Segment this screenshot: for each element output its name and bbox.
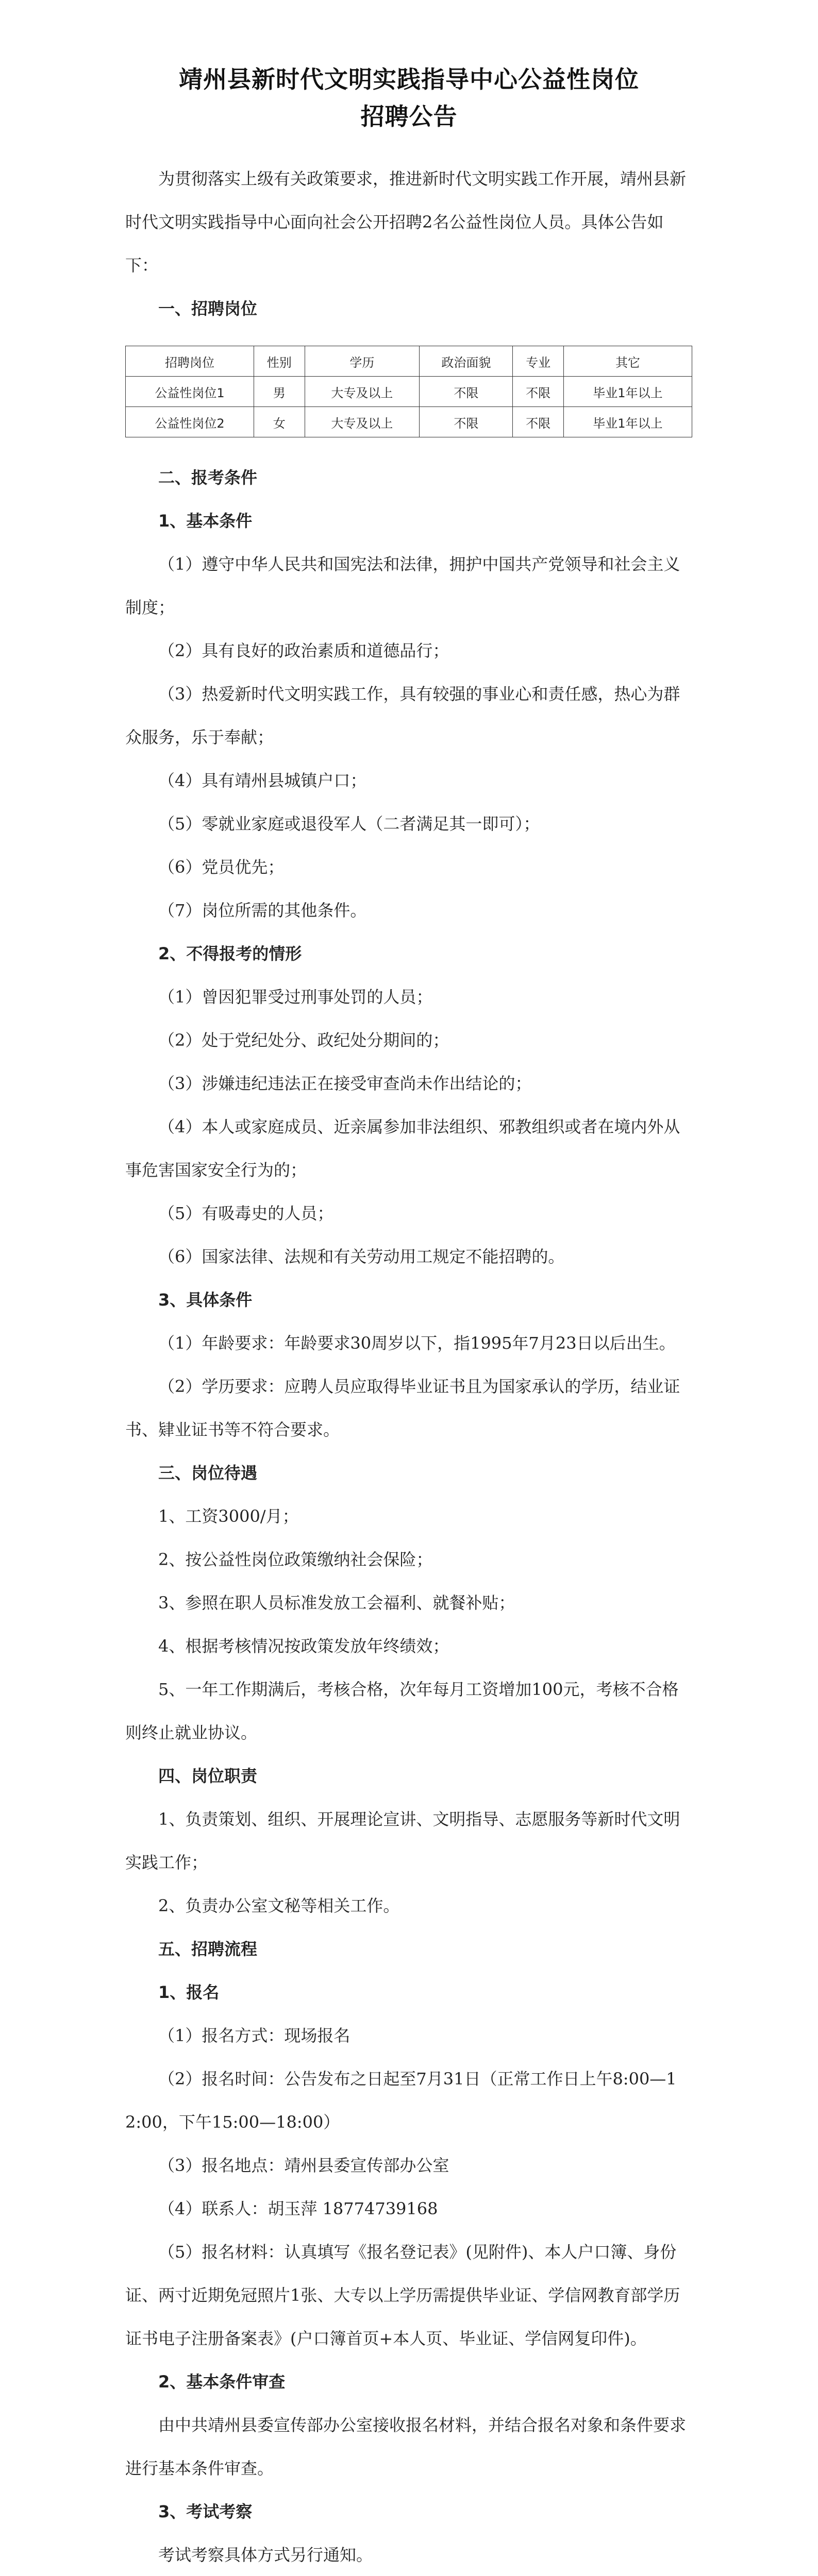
list-item: （2）报名时间：公告发布之日起至7月31日（正常工作日上午8:00—12:00，下午15:00—18:00） (125, 2069, 677, 2132)
table-cell: 大专及以上 (305, 407, 420, 437)
list-item: 1、工资3000/月； (158, 1506, 299, 1526)
table-header-cell: 学历 (305, 346, 420, 377)
list-item: （2）具有良好的政治素质和道德品行； (158, 641, 449, 660)
subheading-exclusions: 2、不得报考的情形 (158, 944, 302, 963)
paragraph: 考试考察具体方式另行通知。 (158, 2545, 373, 2565)
list-item: （5）报名材料：认真填写《报名登记表》(见附件)、本人户口簿、身份证、两寸近期免冠照片1张、大专以上学历需提供毕业证、学信网教育部学历证书电子注册备案表》(户口簿首页+本人页、毕业证、学信网复印件)。 (125, 2242, 680, 2348)
table-cell: 男 (254, 377, 305, 407)
subheading-review: 2、基本条件审查 (158, 2372, 286, 2392)
list-item: 2、按公益性岗位政策缴纳社会保险； (158, 1550, 433, 1569)
list-item: （1）年龄要求：年龄要求30周岁以下，指1995年7月23日以后出生。 (158, 1333, 676, 1353)
list-item: （2）处于党纪处分、政纪处分期间的； (158, 1030, 449, 1050)
table-cell: 不限 (513, 377, 563, 407)
table-header-cell: 性别 (254, 346, 305, 377)
list-item: （3）报名地点：靖州县委宣传部办公室 (158, 2156, 449, 2175)
table-header-cell: 其它 (563, 346, 692, 377)
table-row (126, 407, 692, 437)
table-cell: 不限 (420, 377, 513, 407)
table-cell: 公益性岗位2 (126, 407, 254, 437)
table-cell: 毕业1年以上 (563, 407, 692, 437)
list-item: （4）具有靖州县城镇户口； (158, 771, 367, 790)
announcement-body (125, 157, 692, 2576)
subheading-exam: 3、考试考察 (158, 2502, 253, 2521)
table-cell: 女 (254, 407, 305, 437)
paragraph: 由中共靖州县委宣传部办公室接收报名材料，并结合报名对象和条件要求进行基本条件审查。 (125, 2415, 687, 2478)
list-item: （6）党员优先； (158, 857, 285, 877)
table-header-cell: 招聘岗位 (126, 346, 254, 377)
list-item: （3）涉嫌违纪违法正在接受审查尚未作出结论的； (158, 1074, 532, 1093)
table-cell: 毕业1年以上 (563, 377, 692, 407)
list-item: （7）岗位所需的其他条件。 (158, 901, 367, 920)
section-heading-positions: 一、招聘岗位 (158, 299, 258, 318)
list-item: 5、一年工作期满后，考核合格，次年每月工资增加100元，考核不合格则终止就业协议。 (125, 1680, 679, 1742)
list-item: （3）热爱新时代文明实践工作，具有较强的事业心和责任感，热心为群众服务，乐于奉献； (125, 684, 680, 747)
subheading-basic: 1、基本条件 (158, 511, 253, 531)
table-row (126, 377, 692, 407)
list-item: （4）本人或家庭成员、近亲属参加非法组织、邪教组织或者在境内外从事危害国家安全行为的； (125, 1117, 680, 1180)
table-cell: 不限 (420, 407, 513, 437)
table-header-row (126, 346, 692, 377)
list-item: （6）国家法律、法规和有关劳动用工规定不能招聘的。 (158, 1247, 565, 1266)
list-item: （1）报名方式：现场报名 (158, 2026, 350, 2045)
list-item: （2）学历要求：应聘人员应取得毕业证书且为国家承认的学历，结业证书、肄业证书等不符合要求。 (125, 1377, 680, 1439)
table-cell: 公益性岗位1 (126, 377, 254, 407)
subheading-signup: 1、报名 (158, 1982, 220, 2002)
page-title-line2: 招聘公告 (360, 103, 458, 130)
section-heading-process: 五、招聘流程 (158, 1939, 258, 1959)
table-header-cell: 政治面貌 (420, 346, 513, 377)
list-item: （5）零就业家庭或退役军人（二者满足其一即可）； (158, 814, 540, 834)
page-title-line1: 靖州县新时代文明实践指导中心公益性岗位 (179, 65, 639, 93)
list-item: （5）有吸毒史的人员； (158, 1204, 334, 1223)
list-item: （4）联系人：胡玉萍 18774739168 (158, 2199, 438, 2218)
positions-table (125, 346, 692, 437)
list-item: 3、参照在职人员标准发放工会福利、就餐补贴； (158, 1593, 515, 1613)
list-item: 4、根据考核情况按政策发放年终绩效； (158, 1636, 449, 1656)
list-item: 1、负责策划、组织、开展理论宣讲、文明指导、志愿服务等新时代文明实践工作； (125, 1809, 680, 1872)
section-heading-requirements: 二、报考条件 (158, 468, 258, 487)
table-header-cell: 专业 (513, 346, 563, 377)
subheading-specific: 3、具体条件 (158, 1290, 253, 1310)
section-heading-pay: 三、岗位待遇 (158, 1463, 258, 1483)
table-cell: 大专及以上 (305, 377, 420, 407)
intro-paragraph: 为贯彻落实上级有关政策要求，推进新时代文明实践工作开展，靖州县新时代文明实践指导中心面向社会公开招聘2名公益性岗位人员。具体公告如下： (125, 169, 687, 275)
section-heading-duties: 四、岗位职责 (158, 1766, 258, 1786)
list-item: 2、负责办公室文秘等相关工作。 (158, 1896, 400, 1916)
table-cell: 不限 (513, 407, 563, 437)
list-item: （1）曾因犯罪受过刑事处罚的人员； (158, 987, 433, 1007)
list-item: （1）遵守中华人民共和国宪法和法律，拥护中国共产党领导和社会主义制度； (125, 554, 680, 617)
